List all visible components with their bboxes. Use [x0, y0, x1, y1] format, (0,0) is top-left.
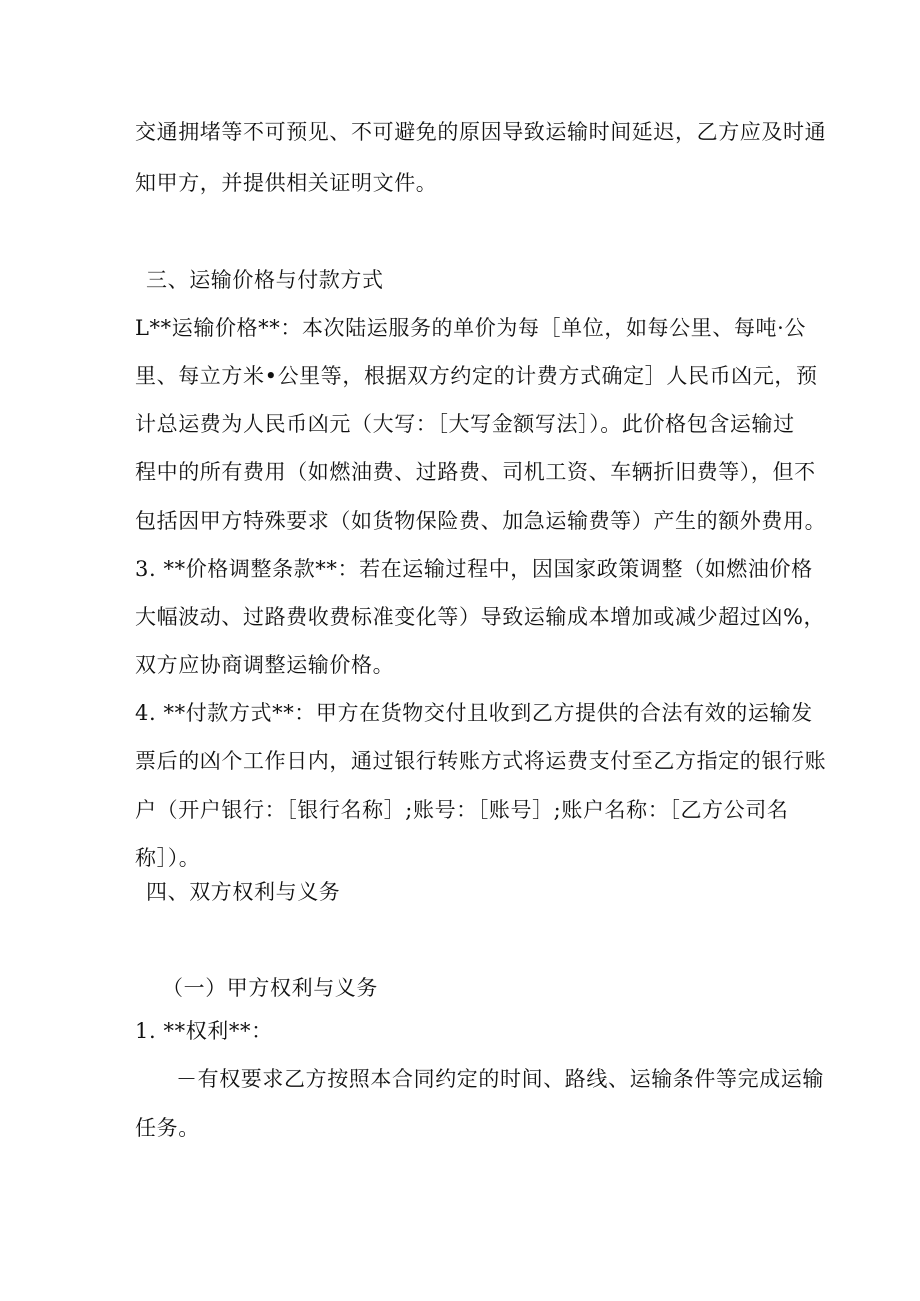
clause-line: 称］）。 [135, 846, 201, 870]
clause-line: 票后的凶个工作日内，通过银行转账方式将运费支付至乙方指定的银行账 [135, 749, 827, 773]
clause-line: 里、每立方米•公里等，根据双方约定的计费方式确定］人民币凶元，预 [135, 364, 818, 388]
subsection-heading: （一）甲方权利与义务 [162, 976, 378, 1000]
clause-line: 包括因甲方特殊要求（如货物保险费、加急运输费等）产生的额外费用。 [135, 509, 827, 533]
body-text-line: 交通拥堵等不可预见、不可避免的原因导致运输时间延迟，乙方应及时通 [135, 120, 827, 144]
clause-line: 计总运费为人民币凶元（大写：［大写金额写法］）。此价格包含运输过 [135, 412, 795, 436]
clause-line: 双方应协商调整运输价格。 [135, 653, 395, 677]
section-heading: 四、双方权利与义务 [146, 880, 341, 904]
list-item-line: 任务。 [135, 1116, 200, 1140]
list-item-line: －有权要求乙方按照本合同约定的时间、路线、运输条件等完成运输 [176, 1067, 824, 1091]
clause-line: 3. **价格调整条款**：若在运输过程中，因国家政策调整（如燃油价格 [135, 557, 813, 581]
clause-line: 户（开户银行：［银行名称］;账号：［账号］;账户名称：［乙方公司名 [135, 798, 789, 822]
body-text-line: 知甲方，并提供相关证明文件。 [135, 171, 438, 195]
clause-line: 4. **付款方式**：甲方在货物交付且收到乙方提供的合法有效的运输发 [135, 701, 813, 725]
section-heading: 三、运输价格与付款方式 [146, 268, 384, 292]
clause-line: 1. **权利**： [135, 1019, 273, 1043]
clause-line: L**运输价格**：本次陆运服务的单价为每［单位，如每公里、每吨·公 [135, 316, 807, 340]
clause-line: 程中的所有费用（如燃油费、过路费、司机工资、车辆折旧费等），但不 [135, 460, 816, 484]
clause-line: 大幅波动、过路费收费标准变化等）导致运输成本增加或减少超过凶%， [135, 605, 826, 629]
